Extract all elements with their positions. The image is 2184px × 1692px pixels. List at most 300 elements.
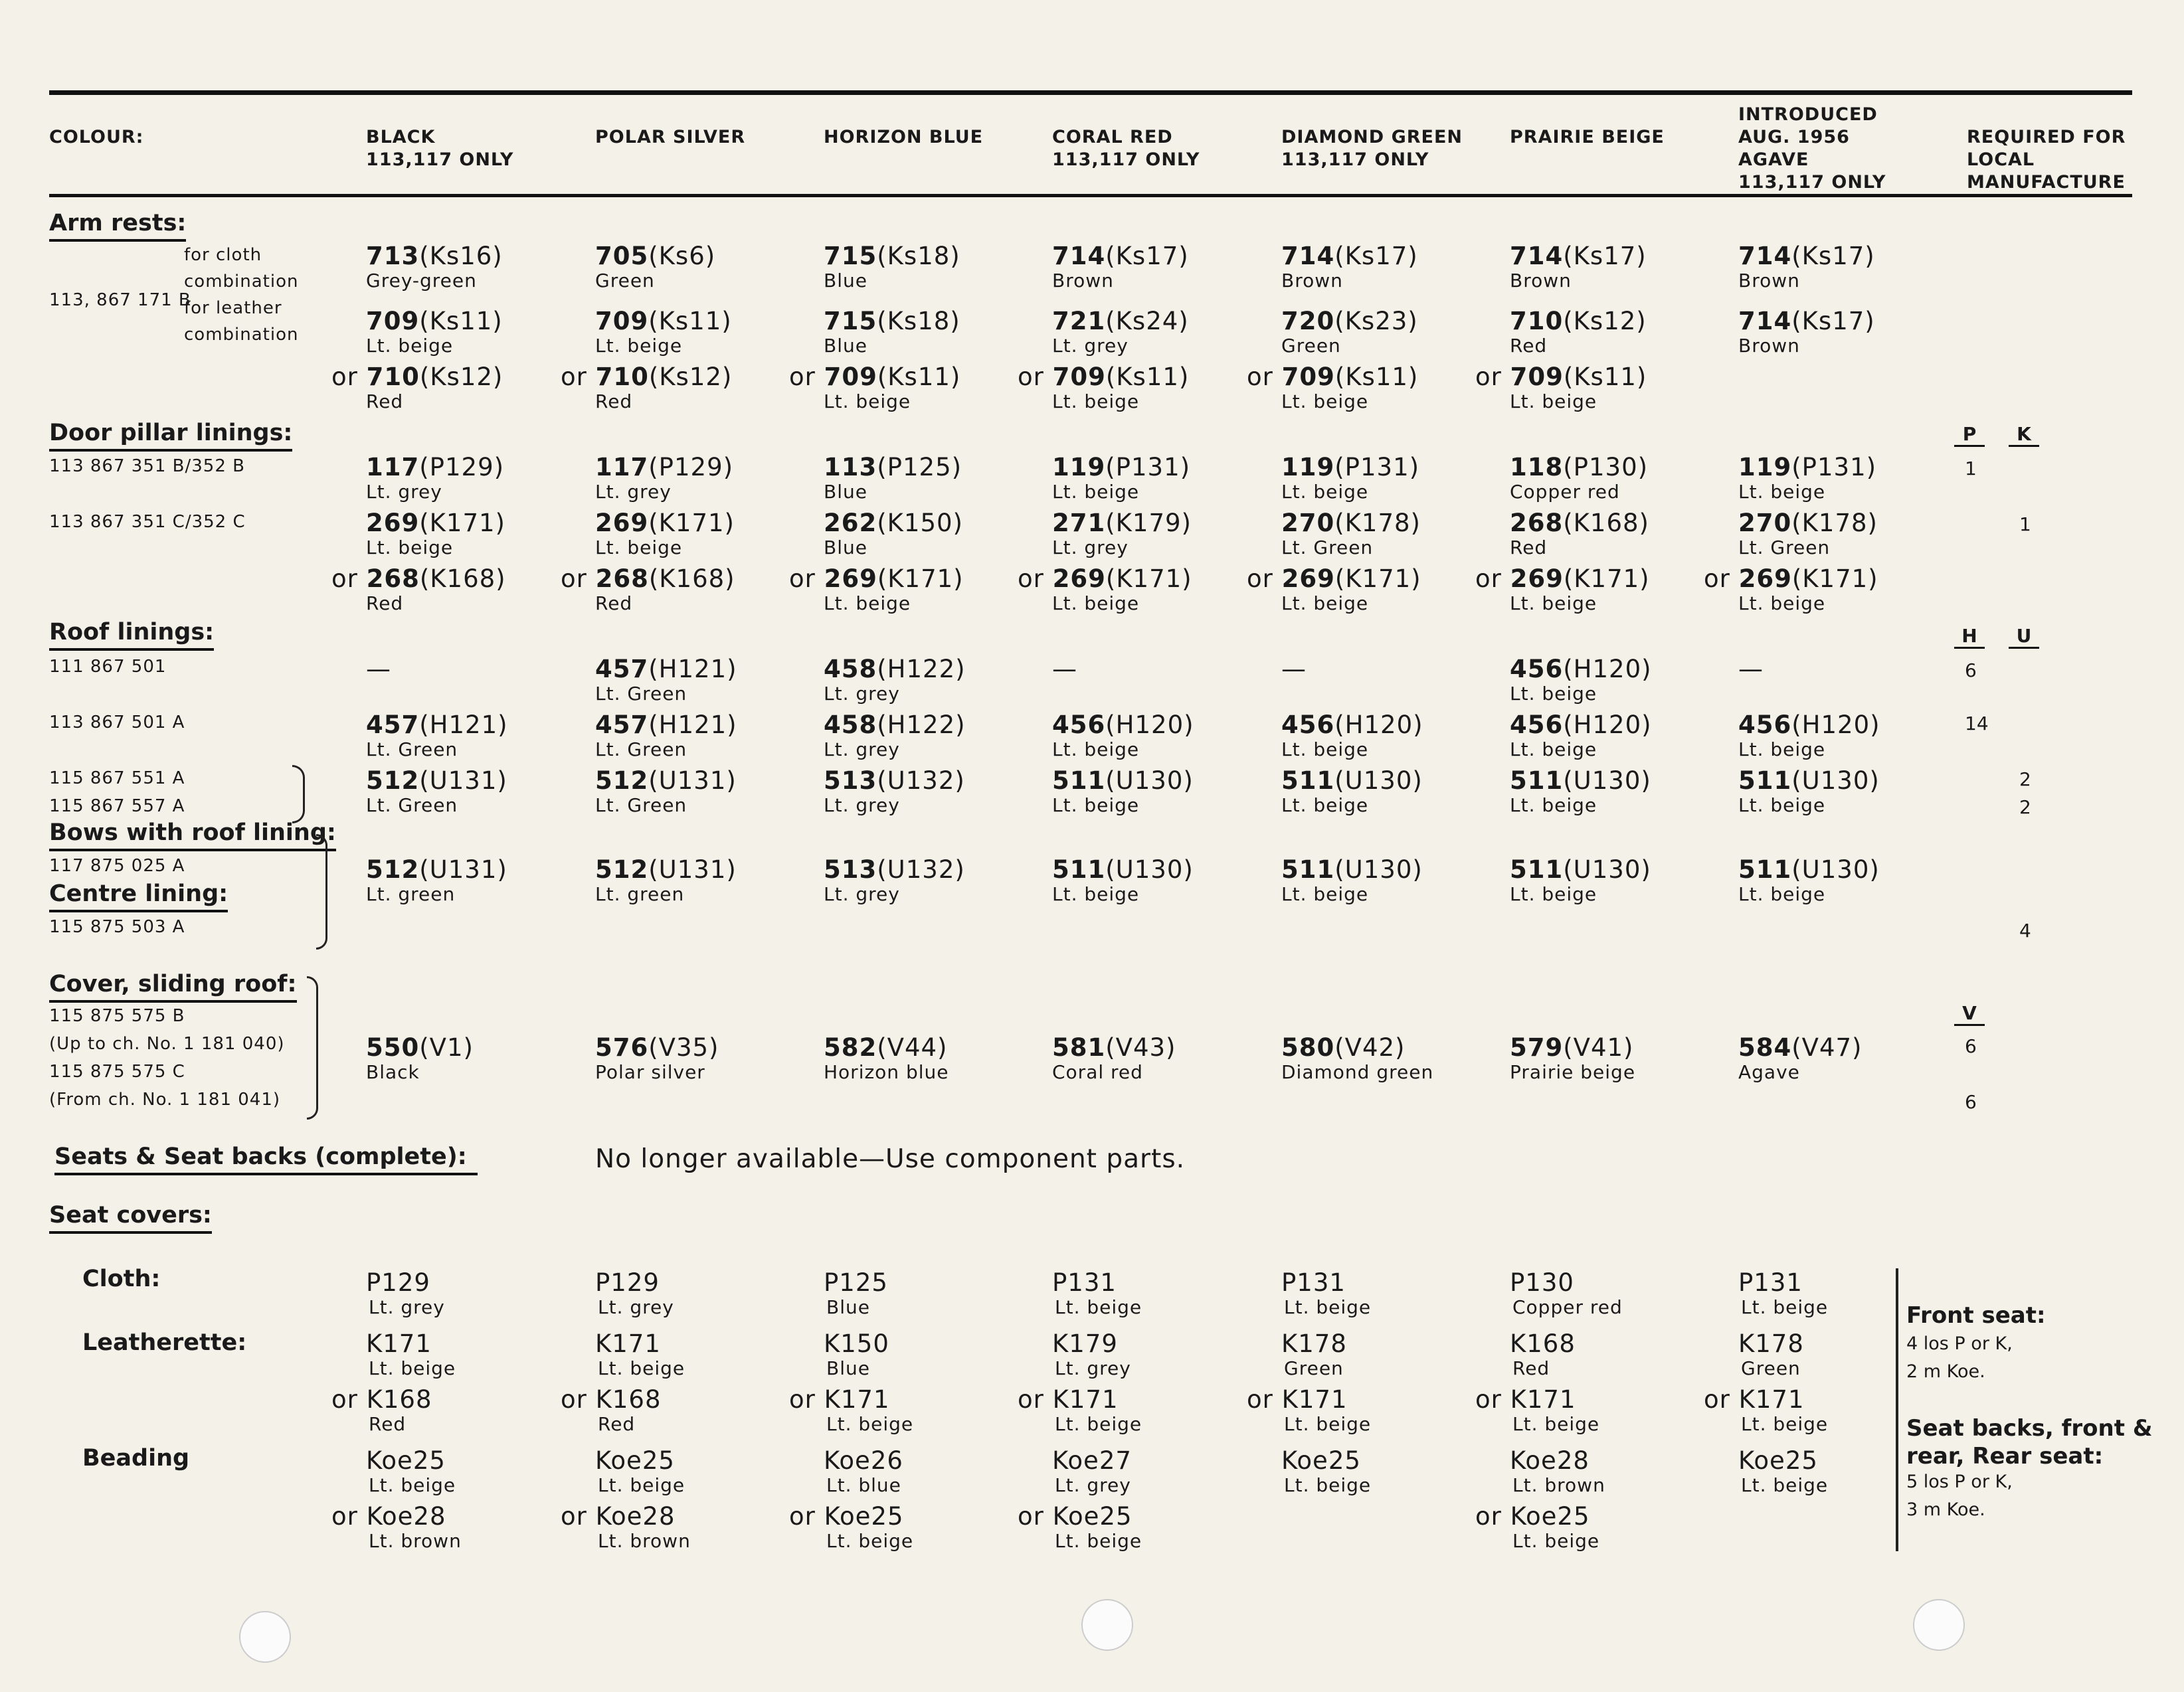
top-rule	[49, 90, 2132, 95]
cov-leath-code-0: K171	[366, 1329, 432, 1358]
col-header-prairie: PRAIRIE BEIGE	[1510, 127, 1665, 147]
req-cover-v-2: 6	[1965, 1091, 1977, 1113]
cov-leath-alt-code-3: or K171	[1018, 1385, 1119, 1414]
roof-r3-colour-3: Lt. beige	[1052, 794, 1140, 816]
cov-cloth-code-3: P131	[1052, 1268, 1117, 1297]
req-bows: 4	[2019, 920, 2031, 942]
cov-cloth-colour-1: Lt. grey	[598, 1296, 674, 1318]
arm-r3-code-0	[331, 364, 503, 390]
or-prefix: or	[1247, 564, 1282, 593]
cover-r1-code-4	[1281, 1035, 1406, 1061]
cov-cloth-code-0: P129	[366, 1268, 430, 1297]
seats-note: No longer available—Use component parts.	[595, 1144, 1186, 1174]
part-code: (P130)	[1563, 453, 1649, 481]
cov-bead-code-3: Koe27	[1052, 1446, 1132, 1475]
part-code: (H122)	[877, 711, 966, 739]
part-code: (V47)	[1791, 1033, 1863, 1062]
cov-leath-code-3: K179	[1052, 1329, 1118, 1358]
bows-r1-code-6	[1738, 857, 1880, 883]
part-code: (Ks17)	[1563, 242, 1647, 270]
part-code: (H120)	[1105, 711, 1194, 739]
arm-r3-code-5	[1475, 364, 1647, 390]
part-number: 721	[1052, 307, 1106, 335]
cov-bead-alt-colour-3: Lt. beige	[1055, 1530, 1142, 1552]
part-number: 119	[1052, 453, 1106, 481]
part-number: 113	[824, 453, 877, 481]
part-number: 512	[595, 855, 649, 884]
cov-leath-alt-code-0: or K168	[331, 1385, 432, 1414]
covers-beading-label: Beading	[82, 1445, 190, 1472]
cover-r1-code-0	[366, 1035, 474, 1061]
part-code: (H120)	[1563, 711, 1652, 739]
cov-leath-alt-colour-3: Lt. beige	[1055, 1413, 1142, 1435]
or-prefix: or	[1475, 363, 1510, 391]
col-header-horizon: HORIZON BLUE	[824, 127, 984, 147]
covers-side-bracket	[1896, 1268, 1905, 1551]
arm-r1-code-1	[595, 243, 715, 270]
cov-leath-alt-code-1: or K168	[561, 1385, 662, 1414]
part-number: 268	[366, 564, 420, 593]
cov-leath-code-4: K178	[1281, 1329, 1347, 1358]
door-r1-colour-2: Blue	[824, 481, 867, 503]
cov-cloth-colour-5: Copper red	[1512, 1296, 1623, 1318]
arm-leather-line2: combination	[184, 325, 299, 345]
bows-r1-code-1	[595, 857, 737, 883]
arm-r2-code-3	[1052, 308, 1189, 335]
part-code: (Ks11)	[1563, 363, 1647, 391]
roof-r1-code-1	[824, 656, 966, 683]
cov-bead-colour-5: Lt. brown	[1512, 1474, 1605, 1496]
roof-r1-colour-1: Lt. grey	[824, 683, 900, 705]
cov-leath-alt-colour-5: Lt. beige	[1512, 1413, 1600, 1435]
roof-r1-agave-dash: —	[1738, 655, 1764, 683]
cover-r1-colour-5: Prairie beige	[1510, 1061, 1636, 1083]
door-r3-colour-2: Lt. beige	[824, 592, 911, 614]
cov-bead-alt-code-1: or Koe28	[561, 1502, 676, 1531]
col-header-agave-line4: 113,117 ONLY	[1738, 172, 1886, 193]
col-header-diamond	[1281, 126, 1463, 171]
cov-bead-code-2: Koe26	[824, 1446, 903, 1475]
arm-r2-code-2	[824, 308, 960, 335]
door-r1-code-0	[366, 454, 504, 481]
door-r3-colour-1: Red	[595, 592, 633, 614]
part-code: (Ks12)	[648, 363, 733, 391]
col-header-polar: POLAR SILVER	[595, 127, 746, 147]
part-number: 456	[1052, 711, 1106, 739]
col-header-diamond-line2: 113,117 ONLY	[1281, 149, 1429, 170]
door-part-1: 113 867 351 B/352 B	[49, 456, 245, 476]
or-prefix: or	[561, 564, 596, 593]
arm-r3-colour-3: Lt. beige	[1052, 390, 1140, 412]
arm-r3-colour-2: Lt. beige	[824, 390, 911, 412]
req-header-h: H	[1954, 626, 1985, 649]
cov-leath-code-1: K171	[595, 1329, 661, 1358]
cov-leath-code-6: K178	[1738, 1329, 1804, 1358]
roof-r1-coral-dash: —	[1052, 655, 1077, 683]
roof-part-4: 115 867 557 A	[49, 796, 185, 816]
roof-r3-colour-0: Lt. Green	[366, 794, 458, 816]
cov-leath-code-2: K150	[824, 1329, 889, 1358]
part-code: (U131)	[648, 855, 737, 884]
part-number: 714	[1510, 242, 1564, 270]
seat-backs-title-line2: rear, Rear seat:	[1906, 1443, 2104, 1470]
bows-r1-colour-5: Lt. beige	[1510, 883, 1597, 905]
door-r2-colour-6: Lt. Green	[1738, 537, 1831, 558]
part-code: (P131)	[1791, 453, 1877, 481]
cov-cloth-code-5: P130	[1510, 1268, 1574, 1297]
binder-hole-right	[1913, 1599, 1965, 1651]
roof-r3-colour-2: Lt. grey	[824, 794, 900, 816]
cover-r1-colour-0: Black	[366, 1061, 420, 1083]
cov-bead-code-1: Koe25	[595, 1446, 675, 1475]
cov-leath-colour-5: Red	[1512, 1357, 1550, 1379]
req-roof-h-2: 14	[1965, 713, 1989, 734]
part-code: (K168)	[1563, 509, 1649, 537]
part-code: (U132)	[877, 766, 965, 795]
part-number: 456	[1510, 711, 1564, 739]
bows-part: 117 875 025 A	[49, 856, 185, 876]
roof-brace	[292, 765, 305, 823]
part-code: (Ks12)	[419, 363, 503, 391]
part-number: 511	[1738, 855, 1792, 884]
part-number: 269	[824, 564, 877, 593]
part-code: (V41)	[1563, 1033, 1634, 1062]
arm-r1-code-5	[1510, 243, 1647, 270]
part-number: 269	[366, 509, 420, 537]
bows-r1-code-3	[1052, 857, 1194, 883]
door-r3-colour-5: Lt. beige	[1510, 592, 1597, 614]
door-r1-colour-5: Copper red	[1510, 481, 1620, 503]
cov-leath-alt-code-5: or K171	[1475, 1385, 1576, 1414]
cov-cloth-colour-4: Lt. beige	[1284, 1296, 1372, 1318]
cov-leath-code-5: K168	[1510, 1329, 1576, 1358]
cov-cloth-colour-3: Lt. beige	[1055, 1296, 1142, 1318]
part-code: (P129)	[419, 453, 505, 481]
part-code: (U130)	[1791, 855, 1880, 884]
binder-hole-left	[239, 1611, 291, 1663]
part-number: 513	[824, 766, 877, 795]
part-code: (P131)	[1334, 453, 1420, 481]
req-header-k: K	[2009, 424, 2039, 447]
part-number: 268	[595, 564, 649, 593]
cov-bead-colour-3: Lt. grey	[1055, 1474, 1131, 1496]
roof-r3-code-1	[595, 768, 737, 794]
arm-r2-colour-6: Brown	[1738, 335, 1800, 357]
cover-r1-colour-3: Coral red	[1052, 1061, 1143, 1083]
part-number: 715	[824, 242, 877, 270]
roof-r3-colour-6: Lt. beige	[1738, 794, 1826, 816]
door-r2-colour-2: Blue	[824, 537, 867, 558]
req-door-p: 1	[1965, 458, 1977, 479]
part-code: (U131)	[648, 766, 737, 795]
cover-r1-code-5	[1510, 1035, 1634, 1061]
or-prefix: or	[1475, 564, 1510, 593]
col-header-black	[366, 126, 513, 171]
door-r3-colour-0: Red	[366, 592, 404, 614]
door-r3-colour-6: Lt. beige	[1738, 592, 1826, 614]
part-number: 511	[1052, 855, 1106, 884]
part-code: (Ks16)	[419, 242, 503, 270]
arm-cloth-label	[184, 242, 298, 348]
section-title-bows: Bows with roof lining:	[49, 819, 336, 851]
door-r2-code-5	[1510, 510, 1649, 537]
roof-r3-code-2	[824, 768, 965, 794]
col-header-required	[1967, 126, 2126, 194]
bows-r1-colour-0: Lt. green	[366, 883, 456, 905]
door-r2-code-3	[1052, 510, 1192, 537]
roof-r1-colour-0: Lt. Green	[595, 683, 687, 705]
arm-r3-colour-0: Red	[366, 390, 404, 412]
cov-cloth-colour-2: Blue	[826, 1296, 870, 1318]
col-header-coral-line1: CORAL RED	[1052, 127, 1173, 147]
part-code: (H122)	[877, 655, 966, 683]
part-number: 117	[595, 453, 649, 481]
roof-r3-colour-4: Lt. beige	[1281, 794, 1369, 816]
part-number: 269	[1052, 564, 1106, 593]
section-title-centre-lining: Centre lining:	[49, 881, 228, 912]
bows-brace	[316, 834, 327, 950]
col-header-agave-line1: INTRODUCED	[1738, 104, 1878, 125]
bows-r1-colour-2: Lt. grey	[824, 883, 900, 905]
req-cover-v-1: 6	[1965, 1035, 1977, 1057]
arm-r2-colour-2: Blue	[824, 335, 867, 357]
roof-r2-colour-6: Lt. beige	[1738, 738, 1826, 760]
part-number: 709	[595, 307, 649, 335]
roof-r2-colour-1: Lt. Green	[595, 738, 687, 760]
part-number: 268	[1510, 509, 1564, 537]
part-code: (K171)	[419, 509, 505, 537]
cover-part-4: (From ch. No. 1 181 041)	[49, 1090, 281, 1110]
door-r2-code-6	[1738, 510, 1878, 537]
part-number: 714	[1281, 242, 1335, 270]
arm-r1-colour-2: Blue	[824, 270, 867, 292]
req-header-p: P	[1954, 424, 1985, 447]
cover-part-2: (Up to ch. No. 1 181 040)	[49, 1034, 285, 1054]
col-header-black-line1: BLACK	[366, 127, 436, 147]
req-roof-h-1: 6	[1965, 659, 1977, 681]
cov-cloth-code-6: P131	[1738, 1268, 1803, 1297]
part-number: 709	[1281, 363, 1335, 391]
arm-r1-code-2	[824, 243, 960, 270]
centre-part: 115 875 503 A	[49, 917, 185, 937]
front-seat-line2: 2 m Koe.	[1906, 1361, 1985, 1382]
roof-r3-code-0	[366, 768, 507, 794]
arm-r1-code-4	[1281, 243, 1418, 270]
part-number: 269	[595, 509, 649, 537]
part-number: 705	[595, 242, 649, 270]
cov-leath-alt-colour-0: Red	[369, 1413, 407, 1435]
part-number: 511	[1510, 766, 1564, 795]
part-code: (Ks12)	[1563, 307, 1647, 335]
part-code: (H121)	[648, 655, 737, 683]
arm-r1-colour-5: Brown	[1510, 270, 1572, 292]
colour-label: COLOUR:	[49, 127, 144, 147]
req-header-u: U	[2009, 626, 2039, 649]
door-r2-colour-3: Lt. grey	[1052, 537, 1129, 558]
arm-r3-colour-4: Lt. beige	[1281, 390, 1369, 412]
part-number: 457	[595, 711, 649, 739]
part-code: (Ks17)	[1791, 307, 1875, 335]
cov-bead-colour-0: Lt. beige	[369, 1474, 456, 1496]
part-number: 119	[1738, 453, 1792, 481]
cover-brace	[307, 976, 318, 1120]
part-code: (U130)	[1791, 766, 1880, 795]
part-code: (Ks17)	[1334, 242, 1418, 270]
part-code: (K171)	[1334, 564, 1421, 593]
covers-cloth-label: Cloth:	[82, 1266, 161, 1292]
cov-bead-code-5: Koe28	[1510, 1446, 1590, 1475]
arm-r2-code-0	[366, 308, 503, 335]
door-r2-colour-0: Lt. beige	[366, 537, 454, 558]
cov-leath-colour-6: Green	[1741, 1357, 1801, 1379]
bows-r1-colour-4: Lt. beige	[1281, 883, 1369, 905]
roof-r2-code-5	[1510, 712, 1652, 738]
part-number: 119	[1281, 453, 1335, 481]
part-number: 269	[1281, 564, 1335, 593]
arm-r2-colour-3: Lt. grey	[1052, 335, 1129, 357]
part-code: (V35)	[648, 1033, 719, 1062]
part-code: (K179)	[1105, 509, 1192, 537]
part-code: (K178)	[1791, 509, 1878, 537]
bows-r1-code-5	[1510, 857, 1651, 883]
section-title-seats-complete: Seats & Seat backs (complete):	[54, 1143, 478, 1175]
part-number: 457	[595, 655, 649, 683]
part-number: 710	[1510, 307, 1564, 335]
cover-r1-colour-1: Polar silver	[595, 1061, 705, 1083]
cov-leath-colour-0: Lt. beige	[369, 1357, 456, 1379]
part-number: 576	[595, 1033, 649, 1062]
section-title-arm-rests: Arm rests:	[49, 210, 186, 242]
part-number: 714	[1738, 242, 1792, 270]
roof-part-3: 115 867 551 A	[49, 768, 185, 788]
arm-r3-code-1	[561, 364, 732, 390]
bows-r1-colour-1: Lt. green	[595, 883, 685, 905]
part-number: 582	[824, 1033, 877, 1062]
arm-r3-colour-5: Lt. beige	[1510, 390, 1597, 412]
part-code: (H121)	[648, 711, 737, 739]
part-number: 709	[366, 307, 420, 335]
col-header-coral	[1052, 126, 1200, 171]
seat-backs-line3: 5 los P or K,	[1906, 1472, 2013, 1492]
col-header-required-line2: LOCAL	[1967, 149, 2035, 170]
roof-r2-colour-3: Lt. beige	[1052, 738, 1140, 760]
arm-part-number: 113, 867 171 B	[49, 290, 191, 310]
arm-cloth-line2: combination	[184, 272, 299, 292]
part-number: 458	[824, 655, 877, 683]
arm-r1-code-0	[366, 243, 503, 270]
part-code: (Ks23)	[1334, 307, 1418, 335]
req-roof-u-4: 2	[2019, 796, 2031, 818]
part-code: (U131)	[419, 766, 507, 795]
part-code: (U132)	[877, 855, 965, 884]
part-code: (Ks18)	[877, 242, 960, 270]
part-code: (U131)	[419, 855, 507, 884]
part-number: 709	[1510, 363, 1564, 391]
part-code: (P125)	[877, 453, 962, 481]
part-number: 269	[1510, 564, 1564, 593]
arm-r2-code-1	[595, 308, 732, 335]
part-number: 262	[824, 509, 877, 537]
part-code: (Ks17)	[1105, 242, 1189, 270]
door-r1-colour-1: Lt. grey	[595, 481, 672, 503]
door-r3-code-0	[331, 566, 506, 592]
arm-r1-colour-3: Brown	[1052, 270, 1114, 292]
part-code: (H120)	[1563, 655, 1652, 683]
part-number: 511	[1738, 766, 1792, 795]
or-prefix: or	[331, 363, 367, 391]
door-r2-colour-4: Lt. Green	[1281, 537, 1374, 558]
cov-leath-alt-colour-2: Lt. beige	[826, 1413, 914, 1435]
part-code: (U130)	[1105, 766, 1194, 795]
cov-bead-alt-code-2: or Koe25	[789, 1502, 904, 1531]
part-number: 584	[1738, 1033, 1792, 1062]
col-header-coral-line2: 113,117 ONLY	[1052, 149, 1200, 170]
part-code: (U130)	[1334, 766, 1423, 795]
arm-r1-colour-0: Grey-green	[366, 270, 477, 292]
roof-r2-code-6	[1738, 712, 1880, 738]
section-title-door-pillar: Door pillar linings:	[49, 420, 292, 452]
roof-r1-colour-2: Lt. beige	[1510, 683, 1597, 705]
part-number: 581	[1052, 1033, 1106, 1062]
cov-bead-code-4: Koe25	[1281, 1446, 1361, 1475]
cov-bead-colour-1: Lt. beige	[598, 1474, 685, 1496]
arm-cloth-line1: for cloth	[184, 245, 262, 265]
roof-r2-code-1	[595, 712, 737, 738]
door-r1-code-3	[1052, 454, 1190, 481]
cov-cloth-code-4: P131	[1281, 1268, 1346, 1297]
part-number: 117	[366, 453, 420, 481]
part-code: (V44)	[877, 1033, 948, 1062]
roof-part-1: 111 867 501	[49, 657, 167, 677]
part-code: (H120)	[1334, 711, 1423, 739]
roof-r3-code-5	[1510, 768, 1651, 794]
door-r1-colour-4: Lt. beige	[1281, 481, 1369, 503]
req-header-v: V	[1954, 1003, 1985, 1026]
part-number: 709	[824, 363, 877, 391]
part-code: (Ks11)	[648, 307, 732, 335]
part-number: 118	[1510, 453, 1564, 481]
arm-r3-code-3	[1018, 364, 1189, 390]
part-number: 513	[824, 855, 877, 884]
col-header-diamond-line1: DIAMOND GREEN	[1281, 127, 1463, 147]
or-prefix: or	[789, 363, 824, 391]
cov-cloth-colour-6: Lt. beige	[1741, 1296, 1829, 1318]
section-title-seat-covers: Seat covers:	[49, 1202, 212, 1234]
roof-r2-code-2	[824, 712, 966, 738]
door-r1-colour-6: Lt. beige	[1738, 481, 1826, 503]
bows-r1-colour-6: Lt. beige	[1738, 883, 1826, 905]
cov-bead-colour-4: Lt. beige	[1284, 1474, 1372, 1496]
cov-bead-alt-code-3: or Koe25	[1018, 1502, 1133, 1531]
req-door-k: 1	[2019, 513, 2031, 535]
binder-hole-center	[1081, 1599, 1133, 1651]
roof-r3-code-4	[1281, 768, 1423, 794]
cov-bead-colour-6: Lt. beige	[1741, 1474, 1829, 1496]
or-prefix: or	[561, 363, 596, 391]
part-number: 511	[1052, 766, 1106, 795]
front-seat-line1: 4 los P or K,	[1906, 1333, 2013, 1354]
part-code: (K150)	[877, 509, 963, 537]
door-r1-code-4	[1281, 454, 1419, 481]
or-prefix: or	[1247, 363, 1282, 391]
cover-part-1: 115 875 575 B	[49, 1006, 185, 1026]
cov-bead-colour-2: Lt. blue	[826, 1474, 901, 1496]
roof-r1-black-dash: —	[366, 655, 391, 683]
part-number: 271	[1052, 509, 1106, 537]
part-number: 511	[1510, 855, 1564, 884]
arm-r2-colour-1: Lt. beige	[595, 335, 683, 357]
cover-r1-code-1	[595, 1035, 719, 1061]
